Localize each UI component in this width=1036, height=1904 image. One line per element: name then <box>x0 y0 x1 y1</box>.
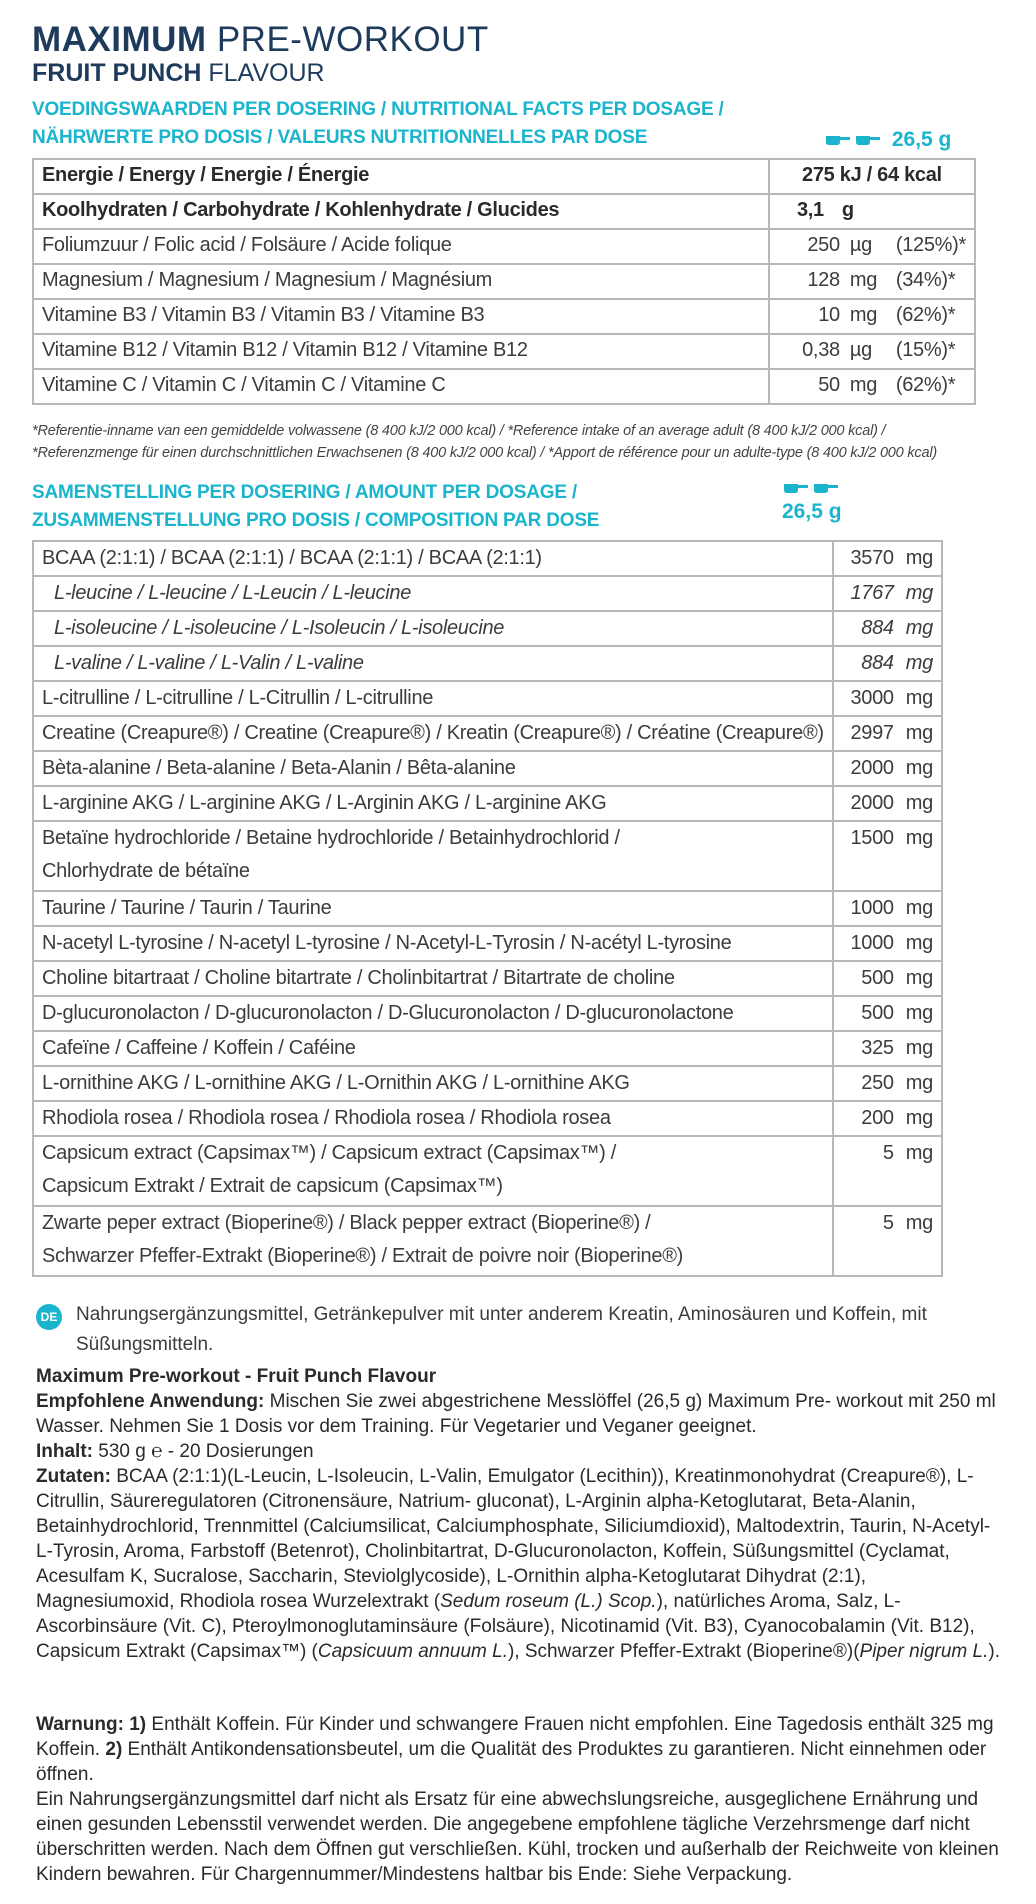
unit: mg <box>849 269 878 291</box>
amount: 250 <box>807 234 840 256</box>
composition-row <box>33 1031 942 1066</box>
unit: mg <box>905 687 933 709</box>
amount: 10 <box>818 304 840 326</box>
nutrition-row <box>33 264 975 299</box>
ingredient-amount <box>833 961 942 996</box>
ingredient-line: Zwarte peper extract (Bioperine®) / Black pepper extract (Bioperine®) / <box>42 1212 651 1234</box>
ingredient-line: Cafeïne / Caffeine / Koffein / Caféine <box>42 1037 356 1059</box>
ingredient-line: Bèta-alanine / Beta-alanine / Beta-Alanin / Bêta-alanine <box>42 757 516 779</box>
ingredient-amount <box>833 1066 942 1101</box>
unit: mg <box>905 1072 933 1094</box>
ingredient-amount <box>833 611 942 646</box>
nutrient-value <box>769 194 975 229</box>
composition-row <box>33 646 942 681</box>
amount: 2000 <box>850 757 894 779</box>
ingredient-line: BCAA (2:1:1) / BCAA (2:1:1) / BCAA (2:1:1) / BCAA (2:1:1) <box>42 547 542 569</box>
ingredient-line: Capsicum Extrakt / Extrait de capsicum (Capsimax™) <box>42 1175 503 1197</box>
amount: 2000 <box>850 792 894 814</box>
composition-row <box>33 1206 942 1276</box>
nutrition-row <box>33 159 975 194</box>
ingredient-line: Creatine (Creapure®) / Creatine (Creapure®) / Kreatin (Creapure®) / Créatine (Creapure®) <box>42 722 824 744</box>
nutrition-row <box>33 334 975 369</box>
composition-row <box>33 1136 942 1206</box>
composition-row <box>33 716 942 751</box>
nutrient-value <box>769 159 975 194</box>
warning-section <box>36 1712 1006 1887</box>
ingredient-line: D-glucuronolacton / D-glucuronolacton / D-Glucuronolacton / D-glucuronolactone <box>42 1002 734 1024</box>
ingredient-line: Chlorhydrate de bétaïne <box>42 860 250 882</box>
unit: mg <box>905 722 933 744</box>
nutrition-row <box>33 299 975 334</box>
unit: µg <box>849 339 872 361</box>
ingredient-name <box>33 1066 833 1101</box>
reference-percentage: (15%)* <box>895 339 956 361</box>
amount: 3,1 <box>796 199 824 221</box>
unit: mg <box>905 897 933 919</box>
nutrient-name: Vitamine B3 / Vitamin B3 / Vitamin B3 / Vitamine B3 <box>33 299 769 334</box>
amount: 3000 <box>850 687 894 709</box>
ingredient-line: L-leucine / L-leucine / L-Leucin / L-leucine <box>54 582 412 604</box>
amount: 128 <box>807 269 840 291</box>
warning-paragraph: Warnung: 1) Enthält Koffein. Für Kinder und schwangere Frauen nicht empfohlen. Eine Tagedosis enthält 325 mg Koffein. 2) Enthält Antikondensationsbeutel, um die Qualität des Produktes zu garantieren. Nicht einnehmen oder öffnen. <box>36 1714 994 1785</box>
composition-row <box>33 891 942 926</box>
nutrient-value <box>769 334 975 369</box>
ingredient-line: Choline bitartraat / Choline bitartrate / Cholinbitartrat / Bitartrate de choline <box>42 967 675 989</box>
german-details <box>36 1364 1006 1664</box>
composition-row <box>33 611 942 646</box>
ingredient-amount <box>833 681 942 716</box>
composition-row <box>33 1101 942 1136</box>
amount: 1767 <box>850 582 894 604</box>
ingredient-amount <box>833 751 942 786</box>
value-text: 275 kJ / 64 kcal <box>802 164 942 186</box>
ingredient-name <box>33 751 833 786</box>
ingredient-name <box>33 961 833 996</box>
ingredient-line: Taurine / Taurine / Taurin / Taurine <box>42 897 332 919</box>
ingredient-amount <box>833 716 942 751</box>
ingredient-amount <box>833 996 942 1031</box>
amount: 3570 <box>850 547 894 569</box>
unit: mg <box>849 374 878 396</box>
amount: 325 <box>861 1037 894 1059</box>
ingredient-amount <box>833 1031 942 1066</box>
unit: mg <box>905 652 933 674</box>
composition-row <box>33 576 942 611</box>
composition-row <box>33 681 942 716</box>
unit: mg <box>905 967 933 989</box>
reference-percentage: (62%)* <box>895 374 956 396</box>
nutrition-table <box>32 158 976 405</box>
ingredient-line: L-citrulline / L-citrulline / L-Citrullin / L-citrulline <box>42 687 434 709</box>
ingredient-name <box>33 1136 833 1206</box>
unit: mg <box>905 1212 933 1234</box>
ingredient-line: L-arginine AKG / L-arginine AKG / L-Arginin AKG / L-arginine AKG <box>42 792 607 814</box>
ingredient-amount <box>833 926 942 961</box>
content-paragraph: Inhalt: 530 g ℮ - 20 Dosierungen <box>36 1441 314 1462</box>
ingredient-line: Betaïne hydrochloride / Betaine hydrochloride / Betainhydrochlorid / <box>42 827 620 849</box>
ingredient-line: L-valine / L-valine / L-Valin / L-valine <box>54 652 364 674</box>
nutrient-value <box>769 299 975 334</box>
composition-row <box>33 961 942 996</box>
unit: µg <box>849 234 872 256</box>
ingredient-line: Rhodiola rosea / Rhodiola rosea / Rhodiola rosea / Rhodiola rosea <box>42 1107 611 1129</box>
unit: mg <box>905 1037 933 1059</box>
nutrient-name: Vitamine C / Vitamin C / Vitamin C / Vitamine C <box>33 369 769 404</box>
usage-paragraph: Empfohlene Anwendung: Mischen Sie zwei abgestrichene Messlöffel (26,5 g) Maximum Pre- workout mit 250 ml Wasser. Nehmen Sie 1 Dosis vor dem Training. Für Vegetarier und Veganer geeignet. <box>36 1391 996 1437</box>
ingredient-amount <box>833 576 942 611</box>
amount: 1500 <box>850 827 894 849</box>
amount: 500 <box>861 967 894 989</box>
composition-row <box>33 996 942 1031</box>
nutrient-name: Foliumzuur / Folic acid / Folsäure / Acide folique <box>33 229 769 264</box>
ingredient-name <box>33 786 833 821</box>
product-description-de: Nahrungsergänzungsmittel, Getränkepulver mit unter anderem Kreatin, Aminosäuren und Koffein, mit Süßungsmitteln. <box>76 1304 927 1355</box>
nutrient-name: Koolhydraten / Carbohydrate / Kohlenhydrate / Glucides <box>33 194 769 229</box>
composition-row <box>33 751 942 786</box>
reference-intake-footnote: *Referentie-inname van een gemiddelde volwassene (8 400 kJ/2 000 kcal) / *Reference intake of an average adult (8 400 kJ/2 000 kcal) / *Referenzmenge für einen durchschnittlichen Erwachsenen (8 400 kJ/2 000 kcal) / *Apport de référence pour un adulte-type (8 400 kJ/2 000 kcal) <box>32 423 937 461</box>
unit: mg <box>905 827 933 849</box>
ingredient-name <box>33 576 833 611</box>
ingredient-line: Schwarzer Pfeffer-Extrakt (Bioperine®) / Extrait de poivre noir (Bioperine®) <box>42 1245 683 1267</box>
unit: mg <box>905 547 933 569</box>
ingredient-name <box>33 996 833 1031</box>
ingredient-name <box>33 681 833 716</box>
ingredient-amount <box>833 821 942 891</box>
amount: 1000 <box>850 932 894 954</box>
unit: mg <box>849 304 878 326</box>
ingredient-line: L-ornithine AKG / L-ornithine AKG / L-Ornithin AKG / L-ornithine AKG <box>42 1072 630 1094</box>
amount: 884 <box>861 652 894 674</box>
ingredient-amount <box>833 1206 942 1276</box>
amount: 500 <box>861 1002 894 1024</box>
composition-table <box>32 540 943 1277</box>
nutrition-row <box>33 369 975 404</box>
nutrient-name: Energie / Energy / Energie / Énergie <box>33 159 769 194</box>
nutrient-value <box>769 229 975 264</box>
ingredient-line: L-isoleucine / L-isoleucine / L-Isoleucin / L-isoleucine <box>54 617 505 639</box>
reference-percentage: (62%)* <box>895 304 956 326</box>
composition-row <box>33 786 942 821</box>
ingredient-line: Capsicum extract (Capsimax™) / Capsicum extract (Capsimax™) / <box>42 1142 617 1164</box>
unit: g <box>841 199 854 221</box>
ingredient-name <box>33 646 833 681</box>
ingredient-name <box>33 891 833 926</box>
unit: mg <box>905 617 933 639</box>
amount: 250 <box>861 1072 894 1094</box>
amount: 1000 <box>850 897 894 919</box>
ingredient-name <box>33 541 833 576</box>
scoop-icon <box>824 132 886 148</box>
reference-percentage: (125%)* <box>895 234 966 256</box>
nutrition-dose: 26,5 g <box>824 128 951 152</box>
composition-row <box>33 1066 942 1101</box>
amount: 0,38 <box>802 339 840 361</box>
unit: mg <box>905 1002 933 1024</box>
composition-row <box>33 821 942 891</box>
amount: 2997 <box>850 722 894 744</box>
ingredient-amount <box>833 541 942 576</box>
amount: 5 <box>882 1212 894 1234</box>
amount: 884 <box>861 617 894 639</box>
ingredient-name <box>33 821 833 891</box>
unit: mg <box>905 757 933 779</box>
nutrient-value <box>769 369 975 404</box>
language-badge-de: DE <box>36 1304 62 1330</box>
amount: 200 <box>861 1107 894 1129</box>
unit: mg <box>905 792 933 814</box>
nutrition-heading: VOEDINGSWAARDEN PER DOSERING / NUTRITIONAL FACTS PER DOSAGE / NÄHRWERTE PRO DOSIS / VALEURS NUTRITIONNELLES PAR DOSE <box>32 99 724 148</box>
amount: 50 <box>818 374 840 396</box>
composition-heading: SAMENSTELLING PER DOSERING / AMOUNT PER DOSAGE / ZUSAMMENSTELLUNG PRO DOSIS / COMPOSITION PAR DOSE <box>32 482 600 531</box>
ingredient-amount <box>833 891 942 926</box>
amount: 5 <box>882 1142 894 1164</box>
ingredient-name <box>33 1031 833 1066</box>
scoop-icon <box>782 480 844 496</box>
disclaimer-paragraph: Ein Nahrungsergänzungsmittel darf nicht als Ersatz für eine abwechslungsreiche, ausgeglichene Ernährung und einen gesunden Lebensstil verwendet werden. Die angegebene empfohlene tägliche Verzehrsmenge darf nicht überschritten werden. Nach dem Öffnen gut verschließen. Kühl, trocken und außerhalb der Reichweite von kleinen Kindern bewahren. Für Chargennummer/Mindestens haltbar bis Ende: Siehe Verpackung. <box>36 1789 999 1885</box>
unit: mg <box>905 1107 933 1129</box>
ingredient-name <box>33 1206 833 1276</box>
ingredient-amount <box>833 1101 942 1136</box>
unit: mg <box>905 1142 933 1164</box>
ingredient-line: N-acetyl L-tyrosine / N-acetyl L-tyrosine / N-Acetyl-L-Tyrosin / N-acétyl L-tyrosine <box>42 932 732 954</box>
ingredient-name <box>33 611 833 646</box>
unit: mg <box>905 582 933 604</box>
ingredient-amount <box>833 1136 942 1206</box>
unit: mg <box>905 932 933 954</box>
nutrient-name: Vitamine B12 / Vitamin B12 / Vitamin B12 / Vitamine B12 <box>33 334 769 369</box>
ingredient-amount <box>833 786 942 821</box>
ingredients-paragraph: Zutaten: BCAA (2:1:1)(L-Leucin, L-Isoleucin, L-Valin, Emulgator (Lecithin)), Kreatinmonohydrat (Creapure®), L-Citrullin, Säureregulatoren (Citronensäure, Natrium- gluconat), L-Arginin alpha-Ketoglutarat, Beta-Alanin, Betainhydrochlorid, Trennmittel (Calciumsilicat, Calciumphosphate, Siliciumdioxid), Maltodextrin, Taurin, N-Acetyl-L-Tyrosin, Aroma, Farbstoff (Betenrot), Cholinbitartrat, D-Glucuronolacton, Koffein, Süßungsmittel (Cyclamat, Acesulfam K, Sucralose, Saccharin, Steviolglycoside), L-Ornithin alpha-Ketoglutarat Dihydrat (2:1), Magnesiumoxid, Rhodiola rosea Wurzelextrakt (Sedum roseum (L.) Scop.), natürliches Aroma, Salz, L-Ascorbinsäure (Vit. C), Pteroylmonoglutaminsäure (Folsäure), Nicotinamid (Vit. B3), Cyanocobalamin (Vit. B12), Capsicum Extrakt (Capsimax™) (Capsicuum annuum L.), Schwarzer Pfeffer-Extrakt (Bioperine®)(Piper nigrum L.). <box>36 1466 1000 1662</box>
ingredient-amount <box>833 646 942 681</box>
composition-row <box>33 541 942 576</box>
composition-dose: 26,5 g <box>782 480 844 524</box>
reference-percentage: (34%)* <box>895 269 956 291</box>
nutrient-value <box>769 264 975 299</box>
nutrition-row <box>33 194 975 229</box>
product-name-de: Maximum Pre-workout - Fruit Punch Flavour <box>36 1366 437 1387</box>
nutrient-name: Magnesium / Magnesium / Magnesium / Magnésium <box>33 264 769 299</box>
composition-row <box>33 926 942 961</box>
nutrition-row <box>33 229 975 264</box>
ingredient-name <box>33 1101 833 1136</box>
product-title: MAXIMUM PRE-WORKOUT <box>32 20 489 59</box>
flavour-subtitle: FRUIT PUNCH FLAVOUR <box>32 59 325 87</box>
ingredient-name <box>33 716 833 751</box>
ingredient-name <box>33 926 833 961</box>
